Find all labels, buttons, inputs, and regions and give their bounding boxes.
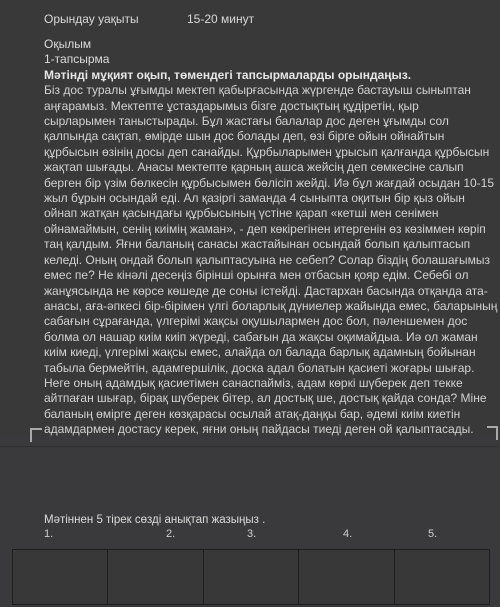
text-line: Біз дос туралы ұғымды мектеп қабырғасында жүргенде бастауыш сыныптан — [44, 83, 471, 98]
answer-cell-4[interactable] — [299, 550, 394, 604]
answer-number-5: 5. — [428, 528, 438, 540]
text-line: келеді. Оның ондай болып қалыптасуына не себеп? Солар біздің болашағымыз — [44, 252, 490, 267]
answer-cell-5[interactable] — [395, 550, 489, 604]
text-line: Неге оның адамдық қасиетімен санаспайміз, адам көркі шүберек деп текке — [44, 375, 463, 390]
answer-grid — [12, 549, 490, 605]
text-line: ойнамаймын, сенің киімің жаман», - деп көкірегінен итергенін өз көзіммен көріп — [44, 221, 486, 236]
text-line: жанұясында не көрсе көшеде де соны істейді. Дастархан басында отқанда ата- — [44, 283, 488, 298]
text-line: сабағын сұрағанда, үлгерімі жақсы оқушылармен дос бол, пәленшемен дос — [44, 314, 468, 329]
page-divider — [0, 446, 500, 447]
crop-corner-left — [30, 428, 42, 442]
answer-number-2: 2. — [166, 528, 176, 540]
text-line: емес пе? Не кінәлі десеңіз бірінші орынға мен отбасын қояр едім. Себебі ол — [44, 268, 469, 283]
answer-number-3: 3. — [247, 528, 257, 540]
answer-cell-3[interactable] — [204, 550, 299, 604]
text-line: жақтап шығады. Анасы мектепте қарның ашса жейсің деп сөмкесіне салып — [44, 160, 464, 175]
text-line: аңғарамыз. Мектепте ұстаздарымыз бізге достықтың құдіретін, қыр — [44, 98, 419, 113]
text-line: құрбысын өзінің досы деп санайды. Құрбыларымен ұрысып қалғанда құрбысын — [44, 144, 490, 159]
reading-text — [44, 83, 498, 437]
text-line: жыл бұрын осындай еді. Ал қазіргі заманда 4 сыныпта оқитын бір қыз ойын — [44, 191, 465, 206]
section-title: Оқылым — [44, 37, 92, 51]
time-value: 15-20 минут — [187, 12, 255, 26]
text-line: ойнап жатқан қасындағы құрбысының үстіне қарап «кетші мен сенімен — [44, 206, 439, 221]
text-line: анасы, аға-әпкесі бір-бірімен үлгі боларлық дүниелер жайында емес, баларының — [44, 298, 498, 313]
text-line: таң қалдым. Яғни баланың санасы жастайынан осындай болып қалыптасып — [44, 237, 471, 252]
answer-number-4: 4. — [343, 528, 353, 540]
answer-cell-1[interactable] — [13, 550, 108, 604]
text-line: адамдармен достасу керек, яғни оның пайдасы тиеді деген ой қалыптасады. — [44, 422, 474, 437]
text-line: берген бір үзім бөлкесін құрбысымен бөлісіп жейді. Иә бұл жағдай осыдан 10-15 — [44, 175, 495, 190]
text-line: баланың өмірге деген көзқарасы осылай атақ-даңқы бар, әдемі киім киетін — [44, 406, 461, 421]
text-line: айтпаған шығар, бірақ шүберек бітер, ал достық ше, достық қайда сонда? Міне — [44, 391, 487, 406]
answer-cell-2[interactable] — [108, 550, 203, 604]
instruction: Мәтінді мұқият оқып, төмендегі тапсырмаларды орындаңыз. — [44, 67, 412, 82]
text-line: болма ол нашар киім киіп жүреді, сабағын да жақсы оқимайдыа. Иә ол жаман — [44, 329, 478, 344]
task2-title: Мәтіннен 5 тірек сөзді анықтап жазыңыз . — [44, 514, 266, 526]
text-line: табыла бермейтін, адамгершілік, доска адал болатын қасиеті жоғары шығар. — [44, 360, 475, 375]
text-line: қалпында сақтап, өмірде шын дос болады деп, өзі бірге ойын ойнайтын — [44, 129, 445, 144]
text-line: киім киеді, үлгерімі жақсы емес, алайда ол балада барлық адамның бойынан — [44, 345, 476, 360]
reading-section — [44, 37, 498, 438]
text-line: сырларымен таныстырады. Бұл жастағы балалар дос деген ұғымды сол — [44, 114, 449, 129]
time-label: Орындау уақыты — [44, 12, 139, 26]
task-label: 1-тапсырма — [44, 52, 110, 67]
crop-corner-right — [487, 426, 498, 440]
answer-number-1: 1. — [44, 528, 54, 540]
